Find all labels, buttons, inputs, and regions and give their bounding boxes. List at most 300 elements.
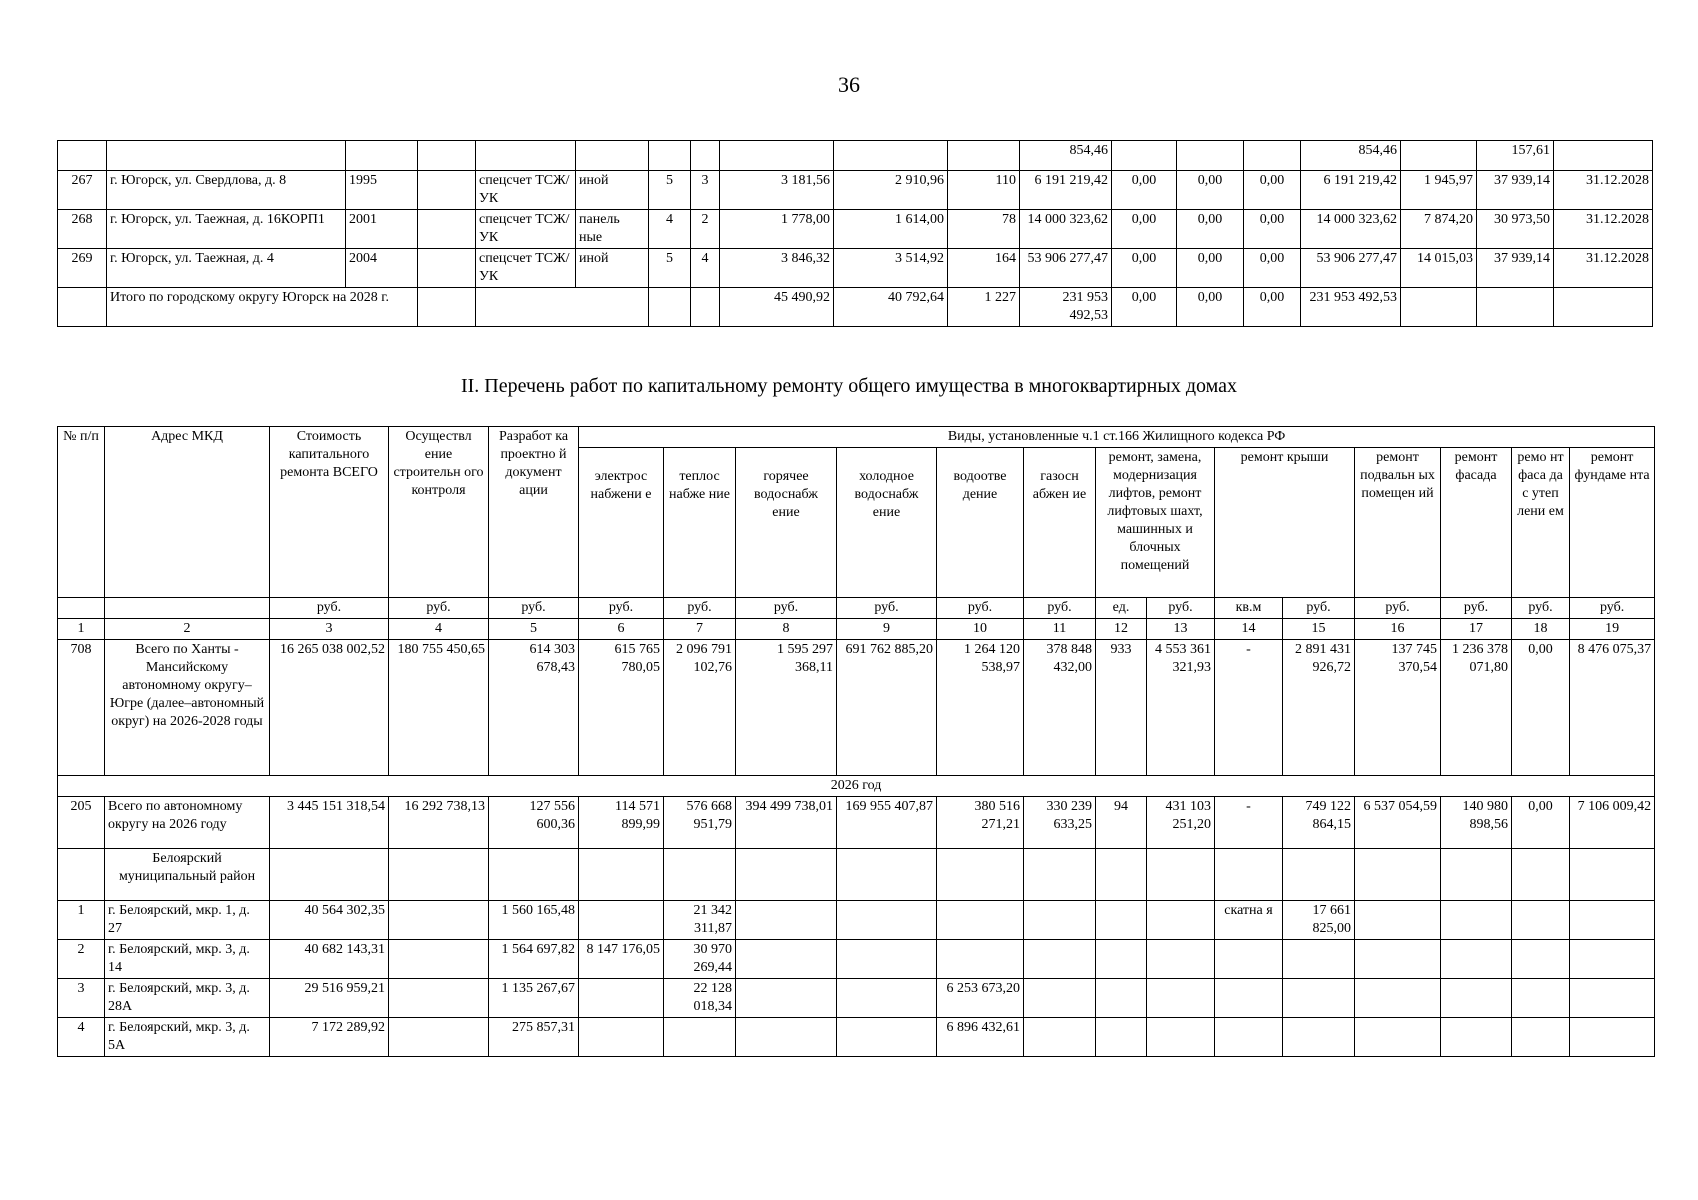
column-number: 16 (1355, 619, 1441, 640)
table-cell: 854,46 (1020, 141, 1112, 171)
table-cell (579, 979, 664, 1018)
table-cell: - (1215, 797, 1283, 849)
table-cell (664, 849, 736, 901)
table-cell (1024, 1018, 1096, 1057)
column-number: 9 (837, 619, 937, 640)
page-number: 36 (838, 72, 860, 97)
table-cell: г. Белоярский, мкр. 3, д. 5А (105, 1018, 270, 1057)
column-number: 13 (1147, 619, 1215, 640)
table-cell (579, 849, 664, 901)
table-cell (418, 249, 476, 288)
unit-cell: руб. (736, 598, 837, 619)
table-cell (736, 979, 837, 1018)
table-cell: скатна я (1215, 901, 1283, 940)
table-cell (418, 210, 476, 249)
table-cell: 114 571 899,99 (579, 797, 664, 849)
column-number: 2 (105, 619, 270, 640)
table-cell (1147, 979, 1215, 1018)
header-sewer: водоотве дение (937, 448, 1024, 598)
table-cell (58, 141, 107, 171)
table-cell: 1 135 267,67 (489, 979, 579, 1018)
table-cell: 3 514,92 (834, 249, 948, 288)
table-cell: 157,61 (1477, 141, 1554, 171)
table-cell (1401, 141, 1477, 171)
table-cell: 8 147 176,05 (579, 940, 664, 979)
table-cell: - (1215, 640, 1283, 776)
table-cell (1177, 141, 1244, 171)
table-cell (1024, 979, 1096, 1018)
table-cell: 40 564 302,35 (270, 901, 389, 940)
district-name: Белоярский муниципальный район (105, 849, 270, 901)
grand-total-row (58, 640, 1655, 776)
table-cell (1355, 940, 1441, 979)
column-number: 19 (1570, 619, 1655, 640)
column-number: 6 (579, 619, 664, 640)
table-cell: 37 939,14 (1477, 171, 1554, 210)
table-cell (834, 141, 948, 171)
table-cell (1512, 849, 1570, 901)
unit-cell: руб. (1570, 598, 1655, 619)
table-row (58, 901, 1655, 940)
table-cell: г. Югорск, ул. Таежная, д. 16КОРП1 (107, 210, 346, 249)
table-cell: 3 445 151 318,54 (270, 797, 389, 849)
header-basement: ремонт подвальн ых помещен ий (1355, 448, 1441, 598)
table-cell (389, 1018, 489, 1057)
column-number: 7 (664, 619, 736, 640)
table-cell (664, 1018, 736, 1057)
table-cell (476, 141, 576, 171)
column-number: 15 (1283, 619, 1355, 640)
table-cell (736, 849, 837, 901)
table-cell (389, 901, 489, 940)
table-cell: 0,00 (1177, 249, 1244, 288)
column-number: 4 (389, 619, 489, 640)
table-cell: 576 668 951,79 (664, 797, 736, 849)
unit-cell: руб. (270, 598, 389, 619)
table-cell: г. Белоярский, мкр. 3, д. 28А (105, 979, 270, 1018)
table-cell: Всего по Ханты - Мансийскому автономному округу–Югре (далее–автономный округ) на 2026-2028 годы (105, 640, 270, 776)
table-cell (418, 171, 476, 210)
table-cell (1024, 940, 1096, 979)
table-cell (1512, 1018, 1570, 1057)
table-cell (691, 141, 720, 171)
table-cell: 0,00 (1512, 797, 1570, 849)
table-cell: 4 553 361 321,93 (1147, 640, 1215, 776)
table-cell: 140 980 898,56 (1441, 797, 1512, 849)
table-cell (937, 901, 1024, 940)
unit-cell: руб. (1147, 598, 1215, 619)
header-row (58, 427, 1655, 448)
units-row (58, 598, 1655, 619)
header-electric: электрос набжени е (579, 448, 664, 598)
header-heat: теплос набже ние (664, 448, 736, 598)
table-cell (736, 1018, 837, 1057)
table-cell (1477, 288, 1554, 327)
table-cell (1215, 940, 1283, 979)
table-cell: 2 891 431 926,72 (1283, 640, 1355, 776)
table-cell (1570, 849, 1655, 901)
table-cell: 2001 (346, 210, 418, 249)
table-cell (1283, 1018, 1355, 1057)
table-cell: 7 172 289,92 (270, 1018, 389, 1057)
table-cell: 1 614,00 (834, 210, 948, 249)
table-cell: 5 (649, 249, 691, 288)
table-cell: 2 (691, 210, 720, 249)
table-cell: 0,00 (1112, 249, 1177, 288)
table-cell (1355, 849, 1441, 901)
unit-cell: руб. (937, 598, 1024, 619)
table-cell: г. Белоярский, мкр. 3, д. 14 (105, 940, 270, 979)
table-cell: 691 762 885,20 (837, 640, 937, 776)
column-number: 18 (1512, 619, 1570, 640)
year-row (58, 776, 1655, 797)
header-facade-insulation: ремо нт фаса да с утеп лени ем (1512, 448, 1570, 598)
table-cell (1441, 901, 1512, 940)
column-number: 8 (736, 619, 837, 640)
table-cell: 3 846,32 (720, 249, 834, 288)
table-cell: 17 661 825,00 (1283, 901, 1355, 940)
table-cell: панель ные (576, 210, 649, 249)
table-cell (691, 288, 720, 327)
header-cold-water: холодное водоснабж ение (837, 448, 937, 598)
table-cell (1024, 901, 1096, 940)
table-cell (1355, 901, 1441, 940)
table-cell: 169 955 407,87 (837, 797, 937, 849)
table-cell: 615 765 780,05 (579, 640, 664, 776)
table-cell (1024, 849, 1096, 901)
unit-cell: руб. (489, 598, 579, 619)
table-cell (1283, 849, 1355, 901)
table-cell (1441, 940, 1512, 979)
table-cell: 1 227 (948, 288, 1020, 327)
table-cell: иной (576, 171, 649, 210)
table-cell: 0,00 (1244, 288, 1301, 327)
table-row (58, 979, 1655, 1018)
table-cell: 0,00 (1244, 249, 1301, 288)
column-number: 11 (1024, 619, 1096, 640)
table-cell: 6 537 054,59 (1355, 797, 1441, 849)
table-cell (937, 940, 1024, 979)
table-cell: 854,46 (1301, 141, 1401, 171)
table-cell: 14 000 323,62 (1301, 210, 1401, 249)
table-cell (418, 141, 476, 171)
table-cell: 708 (58, 640, 105, 776)
table-cell: иной (576, 249, 649, 288)
table-cell (107, 141, 346, 171)
table-cell: спецсчет ТСЖ/УК (476, 171, 576, 210)
table-cell (1096, 940, 1147, 979)
table-cell (837, 901, 937, 940)
table-cell: 110 (948, 171, 1020, 210)
unit-cell: ед. (1096, 598, 1147, 619)
table-cell (1554, 288, 1653, 327)
table-cell: 127 556 600,36 (489, 797, 579, 849)
table-cell (649, 288, 691, 327)
header-gas: газосн абжен ие (1024, 448, 1096, 598)
header-total: Стоимость капитального ремонта ВСЕГО (270, 427, 389, 598)
table-cell: 0,00 (1112, 288, 1177, 327)
column-numbers-row (58, 619, 1655, 640)
table-row (58, 1018, 1655, 1057)
year-total-row (58, 797, 1655, 849)
header-facade: ремонт фасада (1441, 448, 1512, 598)
unit-cell: руб. (837, 598, 937, 619)
table-cell: 164 (948, 249, 1020, 288)
table-cell: 78 (948, 210, 1020, 249)
table-cell: г. Югорск, ул. Таежная, д. 4 (107, 249, 346, 288)
column-number: 14 (1215, 619, 1283, 640)
table-cell (1112, 141, 1177, 171)
table-cell: 6 191 219,42 (1020, 171, 1112, 210)
table-cell: г. Югорск, ул. Свердлова, д. 8 (107, 171, 346, 210)
table-cell: 53 906 277,47 (1020, 249, 1112, 288)
table-cell (649, 141, 691, 171)
table-cell: 2004 (346, 249, 418, 288)
table-cell: 431 103 251,20 (1147, 797, 1215, 849)
table-cell: 1 264 120 538,97 (937, 640, 1024, 776)
table-cell: 14 000 323,62 (1020, 210, 1112, 249)
table-cell: 1 945,97 (1401, 171, 1477, 210)
table-cell: спецсчет ТСЖ/УК (476, 249, 576, 288)
unit-cell: руб. (1024, 598, 1096, 619)
table-cell: 14 015,03 (1401, 249, 1477, 288)
unit-cell: руб. (389, 598, 489, 619)
table-cell: 1 560 165,48 (489, 901, 579, 940)
header-address: Адрес МКД (105, 427, 270, 598)
table-cell: 267 (58, 171, 107, 210)
table-cell (1512, 901, 1570, 940)
table-cell: 3 (58, 979, 105, 1018)
column-number: 10 (937, 619, 1024, 640)
table-cell: 330 239 633,25 (1024, 797, 1096, 849)
table-cell: 0,00 (1512, 640, 1570, 776)
table-cell (1096, 979, 1147, 1018)
table-row (58, 171, 1653, 210)
table-cell: 0,00 (1177, 210, 1244, 249)
table-cell: Всего по автономному округу на 2026 году (105, 797, 270, 849)
table-row (58, 249, 1653, 288)
header-types: Виды, установленные ч.1 ст.166 Жилищного кодекса РФ (579, 427, 1655, 448)
table-cell (948, 141, 1020, 171)
table-cell: 6 191 219,42 (1301, 171, 1401, 210)
table-row (58, 141, 1653, 171)
table-cell (837, 849, 937, 901)
table-cell: 29 516 959,21 (270, 979, 389, 1018)
table-cell (1244, 141, 1301, 171)
table-cell (389, 940, 489, 979)
unit-cell: руб. (1283, 598, 1355, 619)
table-cell (1512, 979, 1570, 1018)
table-cell (1512, 940, 1570, 979)
header-hot-water: горячее водоснабж ение (736, 448, 837, 598)
table-cell: 45 490,92 (720, 288, 834, 327)
table-cell: 380 516 271,21 (937, 797, 1024, 849)
table-cell: 8 476 075,37 (1570, 640, 1655, 776)
table-cell: 5 (649, 171, 691, 210)
header-elevators: ремонт, замена, модернизация лифтов, ремонт лифтовых шахт, машинных и блочных помещений (1096, 448, 1215, 598)
column-number: 5 (489, 619, 579, 640)
table-cell: 94 (1096, 797, 1147, 849)
table-cell (837, 1018, 937, 1057)
table-cell: 37 939,14 (1477, 249, 1554, 288)
table-cell (1355, 1018, 1441, 1057)
table-cell: 7 874,20 (1401, 210, 1477, 249)
table-cell (418, 288, 476, 327)
table-cell (1096, 901, 1147, 940)
header-num: № п/п (58, 427, 105, 598)
table-cell (937, 849, 1024, 901)
table-cell (1147, 940, 1215, 979)
table-cell: 2 910,96 (834, 171, 948, 210)
table-cell: 0,00 (1244, 171, 1301, 210)
table-cell: 2 096 791 102,76 (664, 640, 736, 776)
table-cell: 16 292 738,13 (389, 797, 489, 849)
table-cell (736, 940, 837, 979)
unit-cell (58, 598, 105, 619)
table-row (58, 940, 1655, 979)
table-cell: 1 778,00 (720, 210, 834, 249)
table-cell: 21 342 311,87 (664, 901, 736, 940)
table-cell (579, 1018, 664, 1057)
table-cell: 1 236 378 071,80 (1441, 640, 1512, 776)
column-number: 17 (1441, 619, 1512, 640)
unit-cell: руб. (579, 598, 664, 619)
table-cell: 933 (1096, 640, 1147, 776)
table-cell (1401, 288, 1477, 327)
total-row (58, 288, 1653, 327)
table-cell: 0,00 (1244, 210, 1301, 249)
header-control: Осуществл ение строительн ого контроля (389, 427, 489, 598)
table-cell (389, 849, 489, 901)
table-cell (1570, 940, 1655, 979)
table-cell: 231 953 492,53 (1020, 288, 1112, 327)
table-cell: 0,00 (1112, 210, 1177, 249)
housing-list-table (57, 140, 1653, 327)
table-cell: 3 (691, 171, 720, 210)
table-cell: 180 755 450,65 (389, 640, 489, 776)
table-cell: 4 (58, 1018, 105, 1057)
table-cell: 6 896 432,61 (937, 1018, 1024, 1057)
table-cell (58, 288, 107, 327)
table-cell: 231 953 492,53 (1301, 288, 1401, 327)
table-cell: 268 (58, 210, 107, 249)
table-cell: 30 970 269,44 (664, 940, 736, 979)
table-cell: 31.12.2028 (1554, 210, 1653, 249)
table-cell: 6 253 673,20 (937, 979, 1024, 1018)
year-label: 2026 год (58, 776, 1655, 797)
table-cell (1096, 1018, 1147, 1057)
table-cell (1554, 141, 1653, 171)
column-number: 3 (270, 619, 389, 640)
table-cell (837, 940, 937, 979)
table-cell (58, 849, 105, 901)
unit-cell: руб. (1441, 598, 1512, 619)
unit-cell: руб. (1355, 598, 1441, 619)
table-cell: 22 128 018,34 (664, 979, 736, 1018)
table-cell (1215, 979, 1283, 1018)
table-cell: 394 499 738,01 (736, 797, 837, 849)
table-cell: 0,00 (1177, 288, 1244, 327)
table-cell: 1 595 297 368,11 (736, 640, 837, 776)
table-cell (720, 141, 834, 171)
table-cell (837, 979, 937, 1018)
table-cell (1147, 1018, 1215, 1057)
table-cell: 40 792,64 (834, 288, 948, 327)
repair-works-table (57, 426, 1655, 1057)
table-cell: 269 (58, 249, 107, 288)
table-cell (389, 979, 489, 1018)
unit-cell: руб. (1512, 598, 1570, 619)
table-cell (1283, 940, 1355, 979)
table-cell: 40 682 143,31 (270, 940, 389, 979)
table-cell (1570, 901, 1655, 940)
table-cell: 275 857,31 (489, 1018, 579, 1057)
table-cell (1096, 849, 1147, 901)
table-cell (1441, 979, 1512, 1018)
table-cell (1215, 849, 1283, 901)
table-cell (1570, 979, 1655, 1018)
table-cell: 614 303 678,43 (489, 640, 579, 776)
table-cell (1441, 1018, 1512, 1057)
district-row (58, 849, 1655, 901)
table-cell: 53 906 277,47 (1301, 249, 1401, 288)
table-cell: Итого по городскому округу Югорск на 2028 г. (107, 288, 418, 327)
table-cell (1570, 1018, 1655, 1057)
unit-cell: руб. (664, 598, 736, 619)
table-cell: 1 (58, 901, 105, 940)
table-cell (1215, 1018, 1283, 1057)
unit-cell (105, 598, 270, 619)
unit-cell: кв.м (1215, 598, 1283, 619)
table-cell: 31.12.2028 (1554, 171, 1653, 210)
table-cell (1355, 979, 1441, 1018)
table-cell: 0,00 (1112, 171, 1177, 210)
table-cell (476, 288, 649, 327)
section-title: II. Перечень работ по капитальному ремонту общего имущества в многоквартирных домах (460, 375, 1238, 397)
table-cell: 205 (58, 797, 105, 849)
table-cell: 2 (58, 940, 105, 979)
column-number: 1 (58, 619, 105, 640)
table-row (58, 210, 1653, 249)
table-cell: 0,00 (1177, 171, 1244, 210)
header-design: Разработ ка проектно й документ ации (489, 427, 579, 598)
table-cell: 1995 (346, 171, 418, 210)
table-cell (489, 849, 579, 901)
table-cell (346, 141, 418, 171)
table-cell: 7 106 009,42 (1570, 797, 1655, 849)
table-cell: 31.12.2028 (1554, 249, 1653, 288)
table-cell (1147, 901, 1215, 940)
column-number: 12 (1096, 619, 1147, 640)
table-cell: 30 973,50 (1477, 210, 1554, 249)
table-cell: 137 745 370,54 (1355, 640, 1441, 776)
header-roof: ремонт крыши (1215, 448, 1355, 598)
table-cell: 3 181,56 (720, 171, 834, 210)
header-foundation: ремонт фундаме нта (1570, 448, 1655, 598)
table-cell: 1 564 697,82 (489, 940, 579, 979)
table-cell (1283, 979, 1355, 1018)
table-cell: 749 122 864,15 (1283, 797, 1355, 849)
table-cell: 378 848 432,00 (1024, 640, 1096, 776)
table-cell (1441, 849, 1512, 901)
table-cell: г. Белоярский, мкр. 1, д. 27 (105, 901, 270, 940)
table-cell: 4 (691, 249, 720, 288)
table-cell (270, 849, 389, 901)
table-cell (1147, 849, 1215, 901)
table-cell: спецсчет ТСЖ/УК (476, 210, 576, 249)
table-cell: 4 (649, 210, 691, 249)
table-cell (576, 141, 649, 171)
